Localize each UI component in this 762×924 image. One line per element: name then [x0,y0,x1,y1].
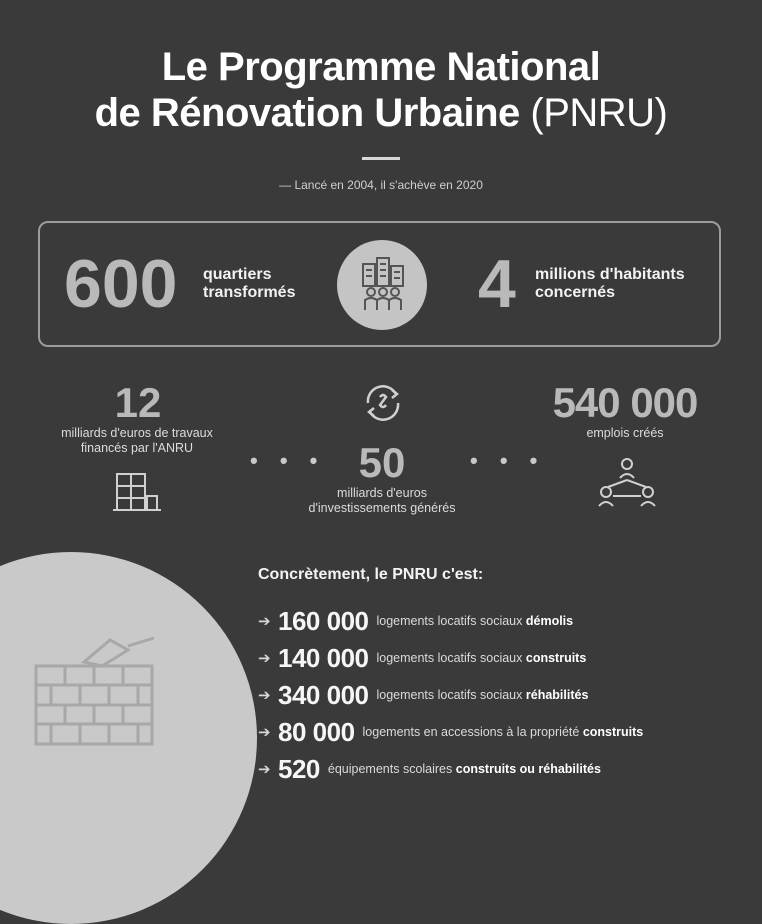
money-cycle-icon [360,380,406,431]
subtitle: — Lancé en 2004, il s'achève en 2020 [279,178,483,192]
list-item-desc [376,651,586,665]
list-item-desc-text: logements en accessions à la propriété [362,725,580,739]
list-item [258,715,643,749]
travaux-label-line2: financés par l'ANRU [80,441,194,455]
list-item-desc-text: logements locatifs sociaux [376,614,523,628]
separator-left: • • • [250,448,326,473]
list-item-desc [328,762,601,776]
list-item-number: 340 000 [278,679,369,710]
list-item [258,752,601,786]
page-title [0,44,762,136]
investissements-number: 50 [358,439,406,486]
emplois-label: emplois créés [586,426,664,440]
arrow-right-icon: ➔ [258,613,271,630]
list-item-desc-bold: construits [525,651,587,665]
title-divider [362,157,400,160]
list-item-desc [376,614,573,628]
travaux-label [30,426,244,456]
investissements-label-line1: milliards d'euros [337,486,427,500]
list-item-desc-text: logements locatifs sociaux [376,688,523,702]
list-item-desc-text: logements locatifs sociaux [376,651,523,665]
habitants-label-line2: concernés [535,284,616,301]
list-item-number: 520 [278,753,320,784]
list-item-number: 140 000 [278,642,369,673]
list-item [258,641,586,675]
title-line-2-text: de Rénovation Urbaine [94,91,520,135]
list-item-desc-bold: construits ou réhabilités [455,762,601,776]
building-construction-icon [113,468,163,521]
buildings-people-icon [337,240,427,330]
buildings-people-icon-svg [337,240,427,330]
list-item-desc-bold: construits [582,725,644,739]
travaux-label-line1: milliards d'euros de travaux [61,426,213,440]
list-title: Concrètement, le PNRU c'est: [258,566,484,583]
list-item-number: 80 000 [278,716,355,747]
habitants-number: 4 [478,246,516,322]
list-item [258,678,588,712]
title-line-1: Le Programme National [161,45,601,89]
title-line-2 [0,90,762,136]
emplois-number: 540 000 [552,379,698,426]
arrow-right-icon: ➔ [258,650,271,667]
arrow-right-icon: ➔ [258,761,271,778]
arrow-right-icon: ➔ [258,724,271,741]
list-item-desc-text: équipements scolaires [327,762,453,776]
investissements-label-line2: d'investissements générés [308,501,456,515]
habitants-label [535,266,685,302]
list-item-number: 160 000 [278,605,369,636]
title-paren: (PNRU) [530,91,668,135]
list-item [258,604,573,638]
list-item-desc [376,688,588,702]
separator-right: • • • [470,448,546,473]
quartiers-number: 600 [64,246,178,322]
list-item-desc-bold: démolis [525,614,574,628]
habitants-label-line1: millions d'habitants [535,266,685,283]
brick-wall-trowel-icon [32,636,162,753]
quartiers-label-line1: quartiers [203,266,272,283]
list-item-desc [363,725,644,739]
people-network-icon [596,456,658,519]
arrow-right-icon: ➔ [258,687,271,704]
quartiers-label [203,266,295,302]
travaux-number: 12 [114,379,162,426]
investissements-label [270,486,494,516]
quartiers-label-line2: transformés [203,284,296,301]
list-item-desc-bold: réhabilités [525,688,589,702]
